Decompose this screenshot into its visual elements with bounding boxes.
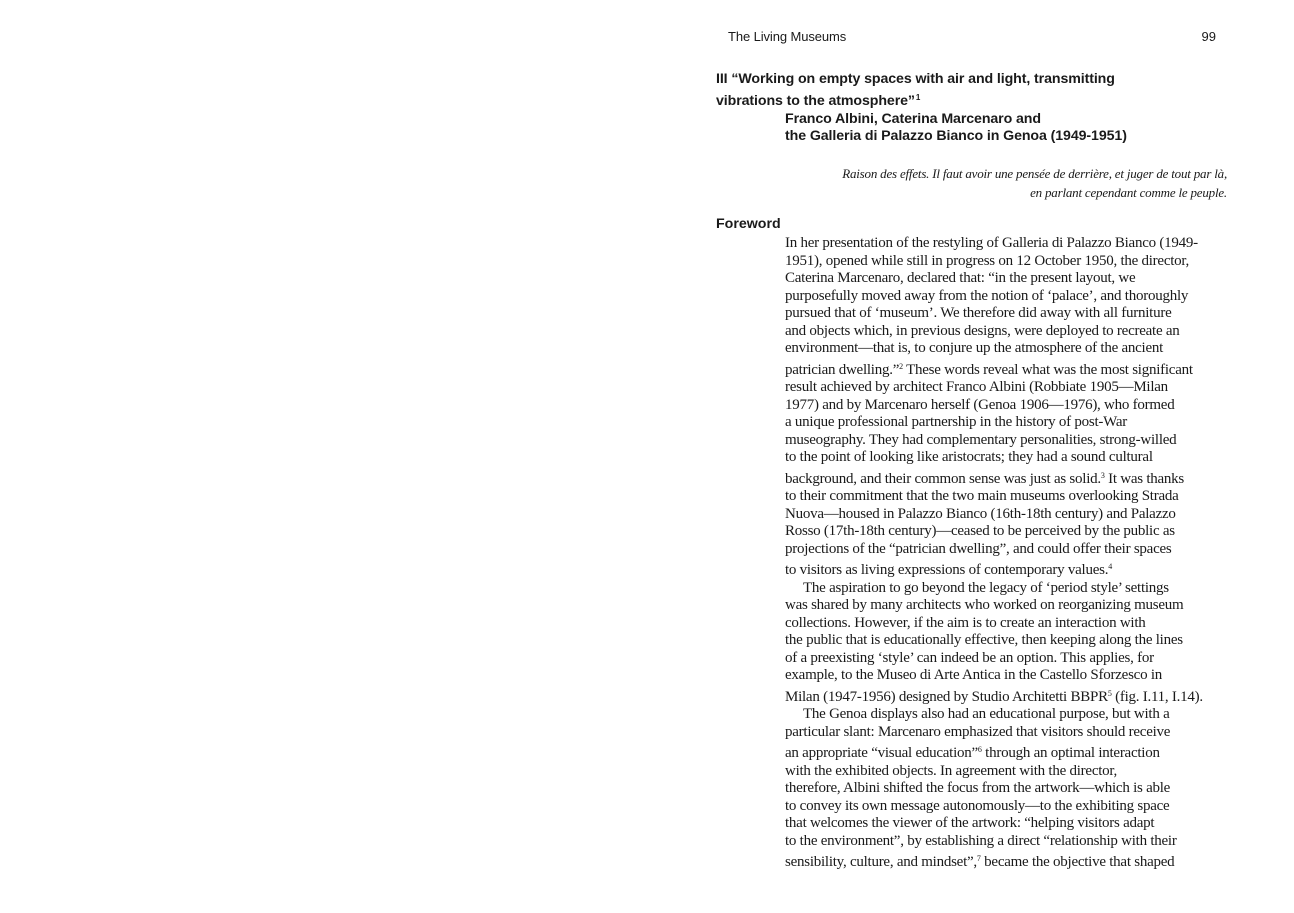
body-line-text-continued: through an optimal interaction	[981, 745, 1160, 761]
chapter-subtitle-line-2: the Galleria di Palazzo Bianco in Genoa (1949-1951)	[785, 128, 1127, 145]
body-line	[785, 615, 1230, 633]
body-line-text: projections of the “patrician dwelling”, and could offer their spaces	[785, 540, 1172, 557]
body-line	[785, 523, 1230, 541]
body-line	[785, 305, 1230, 323]
body-line-text: museography. They had complementary personalities, strong-willed	[785, 431, 1177, 448]
body-line-text: sensibility, culture, and mindset”,	[785, 854, 977, 870]
body-line-text-continued: became the objective that shaped	[980, 854, 1175, 870]
footnote-ref-4: 4	[1108, 562, 1112, 571]
body-line-text: that welcomes the viewer of the artwork: “helping visitors adapt	[785, 815, 1155, 831]
body-line-text: patrician dwelling.”	[785, 361, 900, 378]
body-line	[785, 340, 1230, 358]
chapter-heading-line-2-text: vibrations to the atmosphere”	[716, 92, 915, 109]
footnote-ref-2: 2	[899, 361, 903, 371]
body-line	[785, 632, 1230, 650]
body-line	[785, 506, 1230, 524]
body-line	[785, 358, 1230, 380]
body-line	[785, 288, 1230, 306]
body-line	[785, 724, 1230, 742]
body-line-text: Caterina Marcenaro, declared that: “in the present layout, we	[785, 270, 1136, 286]
page-number: 99	[1201, 29, 1216, 44]
body-line-text: Rosso (17th-18th century)—ceased to be perceived by the public as	[785, 523, 1175, 539]
body-line-text: a unique professional partnership in the history of post-War	[785, 414, 1128, 430]
body-line-text: background, and their common sense was just as solid.	[785, 470, 1101, 487]
footnote-ref-1: 1	[915, 92, 921, 102]
body-line	[785, 432, 1230, 450]
body-line-text: particular slant: Marcenaro emphasized that visitors should receive	[785, 723, 1171, 740]
body-line-text: 1977) and by Marcenaro herself (Genoa 1906—1976), who formed	[785, 396, 1175, 413]
running-title: The Living Museums	[728, 29, 847, 44]
body-line-text: The aspiration to go beyond the legacy of ‘period style’ settings	[803, 579, 1169, 596]
body-line-text: to visitors as living expressions of contemporary values.	[785, 562, 1109, 578]
epigraph-line-2: en parlant cependant comme le peuple.	[1030, 184, 1227, 200]
body-line	[785, 270, 1230, 288]
body-line	[785, 488, 1230, 506]
body-line	[785, 580, 1230, 598]
body-line-text: to the point of looking like aristocrats; they had a sound cultural	[785, 449, 1153, 465]
body-line-text: purposefully moved away from the notion of ‘palace’, and thoroughly	[785, 287, 1189, 304]
body-line-text-continued: It was thanks	[1104, 470, 1185, 487]
body-line	[785, 780, 1230, 798]
body-line-text: and objects which, in previous designs, were deployed to recreate an	[785, 322, 1180, 339]
body-line-text: example, to the Museo di Arte Antica in the Castello Sforzesco in	[785, 667, 1162, 683]
body-line-text-continued: (fig. I.11, I.14).	[1111, 688, 1203, 705]
body-line-text: to their commitment that the two main museums overlooking Strada	[785, 488, 1179, 504]
body-line	[785, 323, 1230, 341]
body-line	[785, 667, 1230, 685]
body-line	[785, 685, 1230, 707]
body-line	[785, 541, 1230, 559]
body-line-text: an appropriate “visual education”	[785, 745, 978, 761]
body-line	[785, 706, 1230, 724]
footnote-ref-5: 5	[1107, 688, 1112, 698]
section-heading: Foreword	[716, 216, 781, 232]
body-line	[785, 397, 1230, 415]
body-line-text: with the exhibited objects. In agreement with the director,	[785, 762, 1118, 779]
body-line-text: The Genoa displays also had an educational purpose, but with a	[803, 706, 1170, 722]
footnote-ref-6: 6	[977, 745, 982, 754]
body-line-text: was shared by many architects who worked on reorganizing museum	[785, 597, 1184, 613]
body-line-text: collections. However, if the aim is to create an interaction with	[785, 614, 1146, 631]
footnote-ref-3: 3	[1100, 470, 1105, 480]
body-line	[785, 379, 1230, 397]
body-line	[785, 414, 1230, 432]
body-line	[785, 558, 1230, 580]
body-line-text: In her presentation of the restyling of Galleria di Palazzo Bianco (1949-	[785, 235, 1198, 251]
epigraph-line-1: Raison des effets. Il faut avoir une pensée de derrière, et juger de tout par là,	[842, 166, 1227, 181]
chapter-heading-line-1: III “Working on empty spaces with air and light, transmitting	[716, 71, 1115, 87]
body-line	[785, 850, 1230, 872]
body-line-text: therefore, Albini shifted the focus from the artwork—which is able	[785, 780, 1171, 796]
body-line	[785, 798, 1230, 816]
body-line-text: Nuova—housed in Palazzo Bianco (16th-18th century) and Palazzo	[785, 505, 1176, 522]
body-line	[785, 467, 1230, 489]
footnote-ref-7: 7	[976, 854, 981, 863]
body-line-text: Milan (1947-1956) designed by Studio Architetti BBPR	[785, 688, 1108, 705]
body-line	[785, 449, 1230, 467]
chapter-heading	[716, 71, 1236, 146]
body-line-text: the public that is educationally effective, then keeping along the lines	[785, 632, 1183, 648]
chapter-subtitle-line-1: Franco Albini, Caterina Marcenaro and	[785, 110, 1041, 127]
body-line	[785, 815, 1230, 833]
body-line-text: 1951), opened while still in progress on 12 October 1950, the director,	[785, 252, 1190, 269]
body-line	[785, 235, 1230, 253]
body-line	[785, 597, 1230, 615]
body-line	[785, 650, 1230, 668]
body-line-text-continued: These words reveal what was the most significant	[902, 361, 1193, 378]
body-line	[785, 741, 1230, 763]
body-line	[785, 763, 1230, 781]
epigraph	[780, 165, 1227, 202]
body-line	[785, 253, 1230, 271]
body-line-text: environment—that is, to conjure up the atmosphere of the ancient	[785, 340, 1164, 356]
body-line-text: pursued that of ‘museum’. We therefore did away with all furniture	[785, 305, 1172, 321]
body-text	[785, 235, 1230, 872]
body-line	[785, 833, 1230, 851]
body-line-text: result achieved by architect Franco Albini (Robbiate 1905—Milan	[785, 379, 1168, 395]
body-line-text: of a preexisting ‘style’ can indeed be an option. This applies, for	[785, 649, 1154, 666]
body-line-text: to the environment”, by establishing a direct “relationship with their	[785, 832, 1177, 849]
body-line-text: to convey its own message autonomously—to the exhibiting space	[785, 797, 1170, 814]
chapter-heading-line-2	[716, 89, 1236, 111]
